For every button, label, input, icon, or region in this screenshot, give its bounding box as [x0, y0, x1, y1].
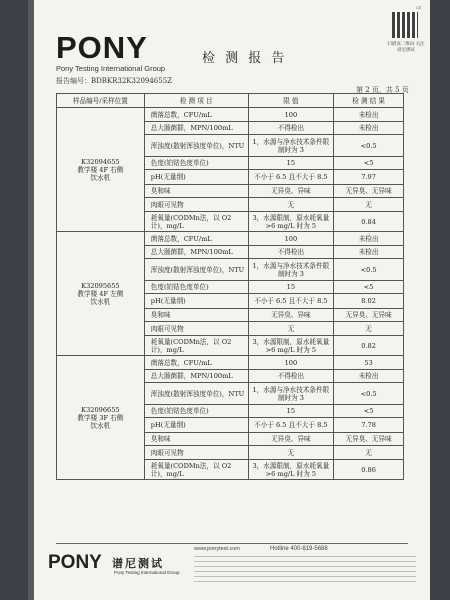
sample-line: K32095655 [81, 281, 120, 290]
footer-website: www.ponytest.com [194, 546, 240, 552]
result-cell: 未检出 [334, 108, 404, 122]
item-cell: 浑浊度(散射浑浊度单位)，NTU [144, 259, 248, 281]
item-cell: 耗氧量(CODMn法，以 O2计)，mg/L [144, 212, 248, 232]
footer-logo: PONY [48, 552, 102, 573]
result-cell: 0.86 [334, 460, 404, 480]
limit-cell: 3，水源限制，原水耗氧量>6 mg/L 时为 5 [248, 336, 334, 356]
limit-cell: 100 [248, 108, 334, 122]
table-row [57, 108, 404, 122]
results-table [56, 93, 404, 480]
limit-cell: 不得检出 [248, 246, 334, 259]
item-cell: 臭和味 [144, 433, 248, 446]
limit-cell: 100 [248, 356, 334, 370]
result-cell: 无异臭、无异味 [334, 309, 404, 322]
limit-cell: 100 [248, 232, 334, 246]
page-number: 第 2 页，共 5 页 [356, 86, 409, 94]
qr-code-icon [392, 12, 418, 38]
result-cell: 未检出 [334, 370, 404, 383]
result-cell: 无 [334, 198, 404, 212]
sample-line: 饮水机 [90, 421, 111, 430]
table-body [57, 108, 404, 480]
item-cell: 耗氧量(CODMn法，以 O2计)，mg/L [144, 336, 248, 356]
item-cell: 总大肠菌群，MPN/100mL [144, 246, 248, 259]
item-cell: 浑浊度(散射浑浊度单位)，NTU [144, 135, 248, 157]
result-cell: 未检出 [334, 246, 404, 259]
result-cell: 7.78 [334, 418, 404, 433]
item-cell: pH(无量纲) [144, 170, 248, 185]
limit-cell: 无 [248, 446, 334, 460]
limit-cell: 无 [248, 198, 334, 212]
item-cell: 肉眼可见物 [144, 322, 248, 336]
limit-cell: 1，水源与净水技术条件限制时为 3 [248, 135, 334, 157]
table-header-row [57, 94, 404, 108]
sample-line: K32096655 [81, 405, 120, 414]
result-cell: <5 [334, 281, 404, 294]
limit-cell: 15 [248, 157, 334, 170]
item-cell: 色度(铂钴色度单位) [144, 281, 248, 294]
header-result: 检 测 结 果 [334, 94, 404, 108]
item-cell: 菌落总数，CFU/mL [144, 232, 248, 246]
limit-cell: 无异臭、异味 [248, 309, 334, 322]
limit-cell: 无异臭、异味 [248, 185, 334, 198]
header-sample: 样品编号/采样位置 [57, 94, 145, 108]
item-cell: 总大肠菌群，MPN/100mL [144, 370, 248, 383]
corner-mark: CE [416, 5, 422, 10]
result-cell: 未检出 [334, 232, 404, 246]
header-limit: 限 值 [248, 94, 334, 108]
limit-cell: 无 [248, 322, 334, 336]
footer-logo-cn: 谱尼测试 [112, 557, 164, 570]
sample-cell [57, 108, 145, 232]
limit-cell: 15 [248, 281, 334, 294]
sample-cell [57, 356, 145, 480]
result-cell: 0.82 [334, 336, 404, 356]
sample-line: 教学楼 4F 左侧 [77, 289, 124, 298]
item-cell: pH(无量纲) [144, 294, 248, 309]
header-item: 检 测 项 目 [144, 94, 248, 108]
sample-line: 教学楼 4F 右侧 [77, 165, 124, 174]
item-cell: 耗氧量(CODMn法，以 O2计)，mg/L [144, 460, 248, 480]
result-cell: 无异臭、无异味 [334, 433, 404, 446]
item-cell: 菌落总数，CFU/mL [144, 108, 248, 122]
item-cell: 臭和味 [144, 309, 248, 322]
item-cell: 色度(铂钴色度单位) [144, 405, 248, 418]
item-cell: 色度(铂钴色度单位) [144, 157, 248, 170]
result-cell: 53 [334, 356, 404, 370]
limit-cell: 不小于 6.5 且不大于 8.5 [248, 170, 334, 185]
result-cell: <5 [334, 405, 404, 418]
result-cell: <0.5 [334, 383, 404, 405]
qr-caption: 扫描查二维码 关注谱尼测试 [387, 41, 425, 52]
report-title: 检 测 报 告 [202, 51, 288, 66]
result-cell: 7.97 [334, 170, 404, 185]
sample-cell [57, 232, 145, 356]
sample-line: 饮水机 [90, 297, 111, 306]
table-row [57, 356, 404, 370]
limit-cell: 1，水源与净水技术条件限制时为 3 [248, 259, 334, 281]
sample-line: 教学楼 3F 右侧 [77, 413, 124, 422]
item-cell: 臭和味 [144, 185, 248, 198]
limit-cell: 3，水源限制，原水耗氧量>6 mg/L 时为 5 [248, 460, 334, 480]
result-cell: <5 [334, 157, 404, 170]
footer-logo-en: Pony Testing International Group [114, 570, 180, 575]
result-cell: 0.84 [334, 212, 404, 232]
result-cell: 8.02 [334, 294, 404, 309]
limit-cell: 3，水源限制，原水耗氧量>6 mg/L 时为 5 [248, 212, 334, 232]
limit-cell: 不得检出 [248, 122, 334, 135]
limit-cell: 不小于 6.5 且不大于 8.5 [248, 418, 334, 433]
table-row [57, 232, 404, 246]
footer-hotline: Hotline 400-819-5688 [270, 546, 328, 552]
item-cell: 浑浊度(散射浑浊度单位)，NTU [144, 383, 248, 405]
report-number: 报告编号：BDBKR32K32094655Z [56, 77, 173, 85]
result-cell: 无 [334, 446, 404, 460]
limit-cell: 不小于 6.5 且不大于 8.5 [248, 294, 334, 309]
result-cell: 无异臭、无异味 [334, 185, 404, 198]
limit-cell: 15 [248, 405, 334, 418]
result-cell: 无 [334, 322, 404, 336]
limit-cell: 不得检出 [248, 370, 334, 383]
footer-address-block [194, 556, 416, 586]
limit-cell: 1，水源与净水技术条件限制时为 3 [248, 383, 334, 405]
item-cell: 总大肠菌群，MPN/100mL [144, 122, 248, 135]
item-cell: 菌落总数，CFU/mL [144, 356, 248, 370]
result-cell: 未检出 [334, 122, 404, 135]
result-cell: <0.5 [334, 259, 404, 281]
limit-cell: 无异臭、异味 [248, 433, 334, 446]
sample-line: 饮水机 [90, 173, 111, 182]
sample-line: K32094655 [81, 157, 120, 166]
result-cell: <0.5 [334, 135, 404, 157]
item-cell: 肉眼可见物 [144, 446, 248, 460]
pony-logo: PONY [56, 30, 148, 65]
report-page [34, 0, 430, 600]
item-cell: pH(无量纲) [144, 418, 248, 433]
footer-divider [56, 543, 408, 544]
logo-subtitle: Pony Testing International Group [56, 64, 166, 73]
item-cell: 肉眼可见物 [144, 198, 248, 212]
